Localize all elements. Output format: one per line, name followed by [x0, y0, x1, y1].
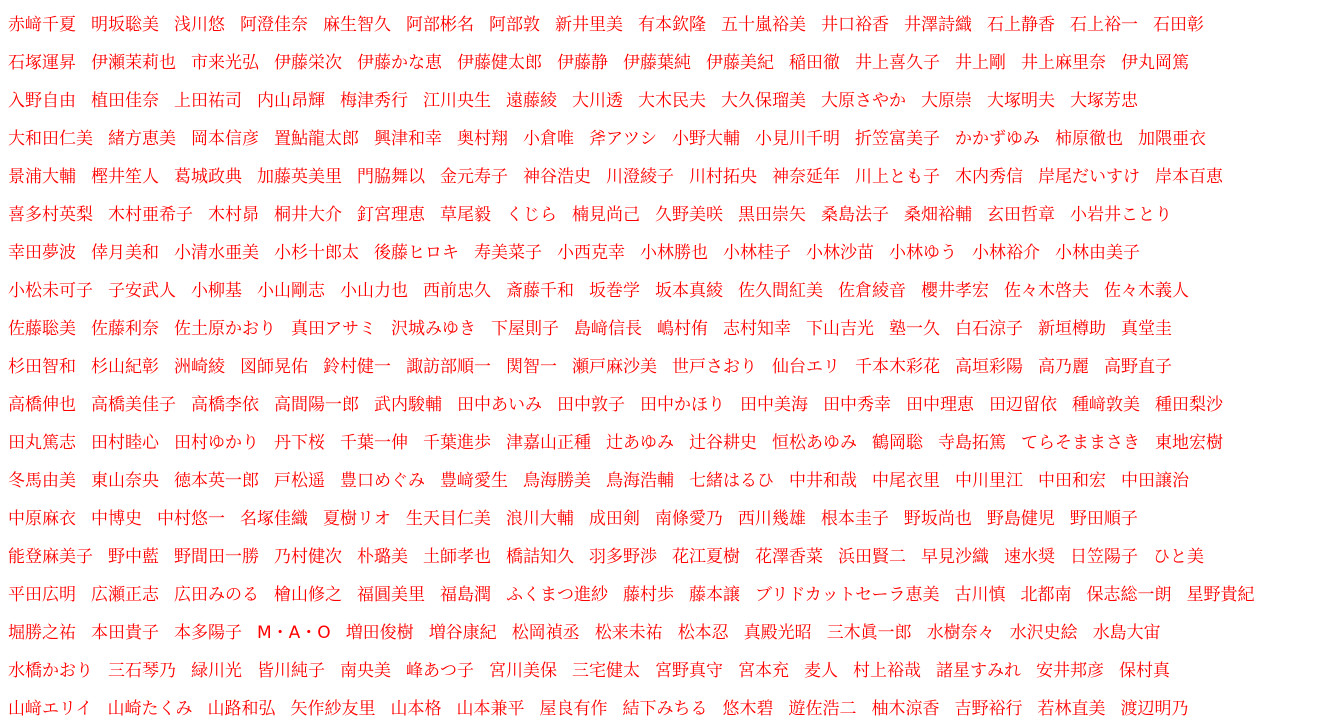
- person-name-link[interactable]: 喜多村英梨: [8, 205, 93, 225]
- person-name-link[interactable]: 真殿光昭: [743, 623, 812, 643]
- person-name-link[interactable]: 大木民夫: [638, 91, 706, 111]
- name-row: [8, 310, 1322, 348]
- person-name-link[interactable]: 能登麻美子: [8, 547, 93, 567]
- person-name-link[interactable]: 内山昂輝: [257, 91, 325, 111]
- person-name-link[interactable]: 櫻井孝宏: [921, 281, 989, 301]
- person-name-link[interactable]: 仙台エリ: [772, 357, 840, 377]
- person-name-link[interactable]: 田中理恵: [906, 395, 974, 415]
- person-name-link[interactable]: 屋良有作: [539, 699, 608, 719]
- person-name-link[interactable]: 小清水亜美: [174, 243, 259, 263]
- person-name-link[interactable]: 皆川純子: [257, 661, 325, 681]
- person-name-link[interactable]: 山本兼平: [456, 699, 525, 719]
- person-name-link[interactable]: 石上裕一: [1070, 15, 1138, 35]
- person-name-link[interactable]: 置鮎龍太郎: [274, 129, 359, 149]
- person-name-link[interactable]: 奥村翔: [457, 129, 508, 149]
- person-name-link[interactable]: 三木眞一郎: [826, 623, 912, 643]
- person-name-link[interactable]: 神谷浩史: [523, 167, 591, 187]
- person-name-link[interactable]: 白石涼子: [955, 319, 1023, 339]
- person-name-link[interactable]: 小岩井ことり: [1070, 205, 1172, 225]
- person-name-link[interactable]: 村上裕哉: [853, 661, 921, 681]
- name-row: [8, 386, 1322, 424]
- person-name-link[interactable]: 中原麻衣: [8, 509, 76, 529]
- person-name-link[interactable]: 伊藤栄次: [274, 53, 342, 73]
- person-name-link[interactable]: 楠見尚己: [572, 205, 640, 225]
- person-name-link[interactable]: 江川央生: [423, 91, 491, 111]
- person-name-link[interactable]: 桑島法子: [821, 205, 889, 225]
- person-name-link[interactable]: 水樹奈々: [926, 623, 995, 643]
- person-name-link[interactable]: 花江夏樹: [672, 547, 740, 567]
- person-name-link[interactable]: 五十嵐裕美: [721, 15, 806, 35]
- person-name-link[interactable]: 世戸さおり: [672, 357, 757, 377]
- person-name-link[interactable]: 山崎たくみ: [107, 699, 193, 719]
- person-name-link[interactable]: 福島潤: [440, 585, 491, 605]
- person-name-link[interactable]: 星野貴紀: [1186, 585, 1255, 605]
- person-name-link[interactable]: 諏訪部順一: [406, 357, 491, 377]
- name-row: [8, 614, 1322, 652]
- person-name-link[interactable]: 鳥海浩輔: [606, 471, 674, 491]
- person-name-link[interactable]: 羽多野渉: [589, 547, 657, 567]
- person-name-link[interactable]: 浅川悠: [174, 15, 225, 35]
- person-name-link[interactable]: 杉田智和: [8, 357, 76, 377]
- person-name-link[interactable]: 新井里美: [555, 15, 623, 35]
- person-name-link[interactable]: 小松未可子: [8, 281, 93, 301]
- person-name-link[interactable]: 種田梨沙: [1155, 395, 1223, 415]
- name-row: [8, 158, 1322, 196]
- person-name-link[interactable]: 真田アサミ: [291, 319, 376, 339]
- person-name-link[interactable]: 日笠陽子: [1070, 547, 1138, 567]
- person-name-link[interactable]: 七緒はるひ: [689, 471, 774, 491]
- person-name-link[interactable]: 岸本百恵: [1155, 167, 1223, 187]
- person-name-link[interactable]: 沢城みゆき: [391, 319, 476, 339]
- person-name-link[interactable]: 小林勝也: [640, 243, 708, 263]
- person-name-link[interactable]: 川澄綾子: [606, 167, 674, 187]
- person-name-link[interactable]: 図師晃佑: [240, 357, 308, 377]
- person-name-link[interactable]: 折笠富美子: [855, 129, 940, 149]
- person-name-link[interactable]: 倖月美和: [91, 243, 159, 263]
- person-name-link[interactable]: 土師孝也: [423, 547, 491, 567]
- person-name-link[interactable]: 藤本譲: [689, 585, 740, 605]
- person-name-link[interactable]: 戸松遥: [274, 471, 325, 491]
- person-name-link[interactable]: 川上とも子: [855, 167, 940, 187]
- person-name-link[interactable]: 古川慎: [954, 585, 1006, 605]
- person-name-link[interactable]: 大原崇: [921, 91, 972, 111]
- person-name-link[interactable]: 南條愛乃: [654, 509, 723, 529]
- person-name-link[interactable]: 橋詰知久: [506, 547, 574, 567]
- person-name-link[interactable]: 寿美菜子: [474, 243, 542, 263]
- person-name-link[interactable]: 東山奈央: [91, 471, 159, 491]
- person-name-link[interactable]: 伊丸岡篤: [1121, 53, 1189, 73]
- person-name-link[interactable]: 木村昴: [208, 205, 259, 225]
- person-name-link[interactable]: 安井邦彦: [1036, 661, 1104, 681]
- person-name-link[interactable]: 高間陽一郎: [274, 395, 359, 415]
- person-name-link[interactable]: 広田みのる: [174, 585, 259, 605]
- person-name-link[interactable]: 高橋伸也: [8, 395, 76, 415]
- person-name-link[interactable]: 堀勝之祐: [8, 623, 76, 643]
- person-name-link[interactable]: 大塚明夫: [987, 91, 1055, 111]
- person-name-link[interactable]: 桐井大介: [274, 205, 342, 225]
- person-name-link[interactable]: 有本欽隆: [638, 15, 706, 35]
- person-name-link[interactable]: 小見川千明: [755, 129, 840, 149]
- person-name-link[interactable]: 大久保瑠美: [721, 91, 806, 111]
- person-name-link[interactable]: 保村真: [1119, 661, 1170, 681]
- person-name-link[interactable]: 木村亜希子: [108, 205, 193, 225]
- person-name-link[interactable]: 田辺留依: [989, 395, 1057, 415]
- name-row: [8, 6, 1322, 44]
- person-name-link[interactable]: 石上静香: [987, 15, 1055, 35]
- person-name-link[interactable]: 浜田賢二: [838, 547, 906, 567]
- person-name-link[interactable]: 鈴村健一: [323, 357, 391, 377]
- person-name-link[interactable]: 志村知幸: [723, 319, 791, 339]
- person-name-link[interactable]: 恒松あゆみ: [772, 433, 857, 453]
- person-name-link[interactable]: 北都南: [1020, 585, 1072, 605]
- person-name-link[interactable]: 三石琴乃: [108, 661, 176, 681]
- person-name-link[interactable]: 伊藤かな恵: [357, 53, 442, 73]
- person-name-link[interactable]: 小林ゆう: [889, 243, 957, 263]
- person-name-link[interactable]: 麦人: [804, 661, 838, 681]
- person-name-link[interactable]: 佐々木啓夫: [1004, 281, 1089, 301]
- person-name-link[interactable]: 井上麻里奈: [1021, 53, 1106, 73]
- person-name-link[interactable]: 興津和幸: [374, 129, 442, 149]
- person-name-link[interactable]: 関智一: [506, 357, 557, 377]
- person-name-link[interactable]: M・A・O: [257, 623, 331, 643]
- person-name-link[interactable]: 渡辺明乃: [1120, 699, 1189, 719]
- person-name-link[interactable]: 井上剛: [955, 53, 1006, 73]
- person-name-link[interactable]: 本田貴子: [91, 623, 159, 643]
- person-name-link[interactable]: 佐倉綾音: [838, 281, 906, 301]
- person-name-link[interactable]: 野中藍: [108, 547, 159, 567]
- person-name-link[interactable]: 神奈延年: [772, 167, 840, 187]
- person-name-link[interactable]: 明坂聡美: [91, 15, 159, 35]
- person-name-link[interactable]: 野田順子: [1069, 509, 1138, 529]
- person-name-link[interactable]: 檜山修之: [274, 585, 342, 605]
- person-name-link[interactable]: 吉野裕行: [954, 699, 1023, 719]
- person-name-link[interactable]: 柚木涼香: [871, 699, 940, 719]
- person-name-link[interactable]: 早見沙織: [921, 547, 989, 567]
- person-name-link[interactable]: 津嘉山正種: [506, 433, 591, 453]
- person-name-link[interactable]: 稲田徹: [789, 53, 840, 73]
- person-name-link[interactable]: 坂巻学: [589, 281, 640, 301]
- person-name-link[interactable]: 田村睦心: [91, 433, 159, 453]
- person-name-link[interactable]: 鳥海勝美: [523, 471, 591, 491]
- person-name-link[interactable]: 杉山紀彰: [91, 357, 159, 377]
- person-name-link[interactable]: 宮川美保: [489, 661, 557, 681]
- person-name-link[interactable]: 葛城政典: [174, 167, 242, 187]
- person-name-link[interactable]: 福圓美里: [357, 585, 425, 605]
- person-name-link[interactable]: 小杉十郎太: [274, 243, 359, 263]
- person-name-link[interactable]: 冬馬由美: [8, 471, 76, 491]
- person-name-link[interactable]: 遠藤綾: [506, 91, 557, 111]
- person-name-link[interactable]: 佐土原かおり: [174, 319, 276, 339]
- person-name-link[interactable]: 麻生智久: [323, 15, 391, 35]
- person-name-link[interactable]: 岸尾だいすけ: [1038, 167, 1140, 187]
- person-name-link[interactable]: 伊藤健太郎: [457, 53, 542, 73]
- person-name-link[interactable]: 中田和宏: [1038, 471, 1106, 491]
- person-name-link[interactable]: 塾一久: [889, 319, 940, 339]
- person-name-link[interactable]: 斧アツシ: [589, 129, 657, 149]
- person-name-link[interactable]: 辻あゆみ: [606, 433, 674, 453]
- person-name-link[interactable]: 野坂尚也: [903, 509, 972, 529]
- person-name-link[interactable]: 朴璐美: [357, 547, 408, 567]
- person-name-link[interactable]: 野間田一勝: [174, 547, 259, 567]
- person-name-link[interactable]: 川村拓央: [689, 167, 757, 187]
- person-name-link[interactable]: 丹下桜: [274, 433, 325, 453]
- person-name-link[interactable]: 千本木彩花: [855, 357, 940, 377]
- person-name-link[interactable]: かかずゆみ: [955, 129, 1040, 149]
- person-name-link[interactable]: 大塚芳忠: [1070, 91, 1138, 111]
- person-name-link[interactable]: 西川幾雄: [737, 509, 806, 529]
- name-row: [8, 120, 1322, 158]
- person-name-link[interactable]: 豊﨑愛生: [440, 471, 508, 491]
- person-name-link[interactable]: 山路和弘: [207, 699, 276, 719]
- person-name-link[interactable]: 田中敦子: [557, 395, 625, 415]
- person-name-link[interactable]: 子安武人: [108, 281, 176, 301]
- person-name-link[interactable]: 野島健児: [986, 509, 1055, 529]
- person-name-link[interactable]: 西前忠久: [423, 281, 491, 301]
- person-name-link[interactable]: 中尾衣里: [872, 471, 940, 491]
- person-name-link[interactable]: 梅津秀行: [340, 91, 408, 111]
- person-name-link[interactable]: 小山力也: [340, 281, 408, 301]
- person-name-link[interactable]: 浪川大輔: [505, 509, 574, 529]
- person-name-link[interactable]: 成田剣: [588, 509, 640, 529]
- person-name-link[interactable]: 根本圭子: [820, 509, 889, 529]
- person-name-link[interactable]: 名塚佳織: [240, 509, 308, 529]
- person-name-link[interactable]: 小野大輔: [672, 129, 740, 149]
- person-name-link[interactable]: 水島大宙: [1092, 623, 1161, 643]
- person-name-link[interactable]: 遊佐浩二: [788, 699, 857, 719]
- person-name-link[interactable]: 中村悠一: [157, 509, 225, 529]
- person-name-link[interactable]: 結下みちる: [622, 699, 708, 719]
- person-name-link[interactable]: 宮本充: [738, 661, 789, 681]
- person-name-link[interactable]: 大川透: [572, 91, 623, 111]
- person-name-link[interactable]: 小林沙苗: [806, 243, 874, 263]
- person-name-link[interactable]: 斎藤千和: [506, 281, 574, 301]
- person-name-link[interactable]: 高乃麗: [1038, 357, 1089, 377]
- person-name-link[interactable]: 阿部敦: [489, 15, 540, 35]
- person-name-link[interactable]: 嶋村侑: [657, 319, 708, 339]
- person-name-link[interactable]: 松来未祐: [594, 623, 663, 643]
- person-name-link[interactable]: 佐藤聡美: [8, 319, 76, 339]
- person-name-link[interactable]: 赤﨑千夏: [8, 15, 76, 35]
- person-name-link[interactable]: 水沢史絵: [1009, 623, 1078, 643]
- person-name-link[interactable]: 小山剛志: [257, 281, 325, 301]
- person-name-link[interactable]: 広瀬正志: [91, 585, 159, 605]
- name-row: [8, 196, 1322, 234]
- person-name-link[interactable]: 岡本信彦: [191, 129, 259, 149]
- person-name-link[interactable]: 草尾毅: [440, 205, 491, 225]
- person-name-link[interactable]: 上田祐司: [174, 91, 242, 111]
- person-name-link[interactable]: 中田譲治: [1121, 471, 1189, 491]
- person-name-link[interactable]: ブリドカットセーラ恵美: [755, 585, 940, 605]
- person-name-link[interactable]: 南央美: [340, 661, 391, 681]
- person-name-link[interactable]: 宮野真守: [655, 661, 723, 681]
- person-name-link[interactable]: 石田彰: [1153, 15, 1204, 35]
- person-name-link[interactable]: 坂本真綾: [655, 281, 723, 301]
- person-name-link[interactable]: 幸田夢波: [8, 243, 76, 263]
- person-name-link[interactable]: 入野自由: [8, 91, 76, 111]
- name-row: [8, 234, 1322, 272]
- person-name-link[interactable]: 豊口めぐみ: [340, 471, 425, 491]
- person-name-link[interactable]: 矢作紗友里: [290, 699, 376, 719]
- person-name-link[interactable]: 山﨑エリイ: [8, 699, 93, 719]
- person-name-link[interactable]: 伊藤葉純: [623, 53, 691, 73]
- person-name-link[interactable]: 井口裕香: [821, 15, 889, 35]
- person-name-link[interactable]: てらそままさき: [1021, 433, 1140, 453]
- person-name-link[interactable]: 小林由美子: [1055, 243, 1140, 263]
- person-name-link[interactable]: 阿澄佳奈: [240, 15, 308, 35]
- person-name-link[interactable]: 釘宮理恵: [357, 205, 425, 225]
- person-name-link[interactable]: 中博史: [91, 509, 142, 529]
- person-name-link[interactable]: 柿原徹也: [1055, 129, 1123, 149]
- name-row: [8, 690, 1322, 728]
- person-name-link[interactable]: 洲崎綾: [174, 357, 225, 377]
- person-name-link[interactable]: 高野直子: [1104, 357, 1172, 377]
- person-name-link[interactable]: 玄田哲章: [987, 205, 1055, 225]
- person-name-link[interactable]: 三宅健太: [572, 661, 640, 681]
- person-name-link[interactable]: 門脇舞以: [357, 167, 425, 187]
- person-name-link[interactable]: 花澤香菜: [755, 547, 823, 567]
- name-row: [8, 424, 1322, 462]
- person-name-link[interactable]: ふくまつ進紗: [506, 585, 608, 605]
- person-name-link[interactable]: 下山吉光: [806, 319, 874, 339]
- person-name-link[interactable]: 千葉進歩: [423, 433, 491, 453]
- person-name-link[interactable]: 高橋李依: [191, 395, 259, 415]
- person-name-link[interactable]: 佐々木義人: [1104, 281, 1189, 301]
- person-name-link[interactable]: 小林裕介: [972, 243, 1040, 263]
- person-name-link[interactable]: 市来光弘: [191, 53, 259, 73]
- person-name-link[interactable]: 平田広明: [8, 585, 76, 605]
- person-name-link[interactable]: 黒田崇矢: [738, 205, 806, 225]
- person-name-link[interactable]: 伊藤静: [557, 53, 608, 73]
- person-name-link[interactable]: 藤村歩: [623, 585, 674, 605]
- person-name-link[interactable]: 小倉唯: [523, 129, 574, 149]
- person-name-link[interactable]: 武内駿輔: [374, 395, 442, 415]
- person-name-link[interactable]: 緑川光: [191, 661, 242, 681]
- person-name-link[interactable]: 阿部彬名: [406, 15, 474, 35]
- person-name-link[interactable]: 千葉一伸: [340, 433, 408, 453]
- person-name-link[interactable]: 田中あいみ: [457, 395, 542, 415]
- person-name-link[interactable]: 伊藤美紀: [706, 53, 774, 73]
- person-name-link[interactable]: 井澤詩織: [904, 15, 972, 35]
- person-name-link[interactable]: 下屋則子: [491, 319, 559, 339]
- person-name-link[interactable]: 田中美海: [740, 395, 808, 415]
- person-name-link[interactable]: 高橋美佳子: [91, 395, 176, 415]
- person-name-link[interactable]: 加藤英美里: [257, 167, 342, 187]
- person-name-link[interactable]: 久野美咲: [655, 205, 723, 225]
- person-name-link[interactable]: 石塚運昇: [8, 53, 76, 73]
- person-name-link[interactable]: 中川里江: [955, 471, 1023, 491]
- name-row: [8, 82, 1322, 120]
- name-row: [8, 538, 1322, 576]
- person-name-link[interactable]: 増谷康紀: [428, 623, 497, 643]
- person-name-link[interactable]: 金元寿子: [440, 167, 508, 187]
- person-name-link[interactable]: 東地宏樹: [1155, 433, 1223, 453]
- person-name-link[interactable]: 樫井笙人: [91, 167, 159, 187]
- name-row: [8, 652, 1322, 690]
- person-name-link[interactable]: 夏樹リオ: [323, 509, 391, 529]
- person-name-link[interactable]: 緒方恵美: [108, 129, 176, 149]
- person-name-link[interactable]: 辻谷耕史: [689, 433, 757, 453]
- name-row: [8, 272, 1322, 310]
- person-name-link[interactable]: 保志総一朗: [1086, 585, 1172, 605]
- person-name-link[interactable]: 寺島拓篤: [938, 433, 1006, 453]
- person-name-link[interactable]: 桑畑裕輔: [904, 205, 972, 225]
- person-name-link[interactable]: 増田俊樹: [345, 623, 414, 643]
- person-name-link[interactable]: 中井和哉: [789, 471, 857, 491]
- person-name-link[interactable]: 徳本英一郎: [174, 471, 259, 491]
- person-name-link[interactable]: 悠木碧: [722, 699, 774, 719]
- person-name-link[interactable]: 伊瀬茉莉也: [91, 53, 176, 73]
- person-name-link[interactable]: 景浦大輔: [8, 167, 76, 187]
- person-name-link[interactable]: 若林直美: [1037, 699, 1106, 719]
- person-name-link[interactable]: 山本格: [390, 699, 442, 719]
- name-row: [8, 576, 1322, 614]
- person-name-link[interactable]: 加隈亜衣: [1138, 129, 1206, 149]
- person-name-link[interactable]: 小林桂子: [723, 243, 791, 263]
- person-name-link[interactable]: 佐久間紅美: [738, 281, 823, 301]
- name-row: [8, 348, 1322, 386]
- person-name-link[interactable]: 植田佳奈: [91, 91, 159, 111]
- person-name-link[interactable]: 島﨑信長: [574, 319, 642, 339]
- name-row: [8, 500, 1322, 538]
- name-row: [8, 462, 1322, 500]
- person-name-link[interactable]: 真堂圭: [1121, 319, 1172, 339]
- person-name-link[interactable]: くじら: [506, 205, 557, 225]
- person-name-link[interactable]: 本多陽子: [174, 623, 242, 643]
- name-row: [8, 44, 1322, 82]
- person-name-link[interactable]: 峰あつ子: [406, 661, 474, 681]
- person-name-link[interactable]: 大原さやか: [821, 91, 906, 111]
- person-name-link[interactable]: 松岡禎丞: [511, 623, 580, 643]
- person-name-link[interactable]: 木内秀信: [955, 167, 1023, 187]
- person-name-link[interactable]: 水橋かおり: [8, 661, 93, 681]
- person-name-link[interactable]: 大和田仁美: [8, 129, 93, 149]
- person-name-link[interactable]: 田村ゆかり: [174, 433, 259, 453]
- person-name-link[interactable]: ひと美: [1153, 547, 1204, 567]
- person-name-link[interactable]: 井上喜久子: [855, 53, 940, 73]
- person-name-link[interactable]: 瀬戸麻沙美: [572, 357, 657, 377]
- person-name-link[interactable]: 松本忍: [677, 623, 729, 643]
- person-name-link[interactable]: 生天目仁美: [405, 509, 491, 529]
- person-name-link[interactable]: 鶴岡聡: [872, 433, 923, 453]
- person-name-link[interactable]: 乃村健次: [274, 547, 342, 567]
- person-name-link[interactable]: 種﨑敦美: [1072, 395, 1140, 415]
- person-name-link[interactable]: 速水奨: [1004, 547, 1055, 567]
- person-name-link[interactable]: 小柳基: [191, 281, 242, 301]
- person-name-link[interactable]: 田中秀幸: [823, 395, 891, 415]
- person-name-link[interactable]: 佐藤利奈: [91, 319, 159, 339]
- person-name-link[interactable]: 諸星すみれ: [936, 661, 1021, 681]
- person-name-link[interactable]: 田丸篤志: [8, 433, 76, 453]
- person-name-link[interactable]: 後藤ヒロキ: [374, 243, 459, 263]
- person-name-link[interactable]: 小西克幸: [557, 243, 625, 263]
- person-name-link[interactable]: 田中かほり: [640, 395, 725, 415]
- person-name-link[interactable]: 新垣樽助: [1038, 319, 1106, 339]
- person-name-link[interactable]: 高垣彩陽: [955, 357, 1023, 377]
